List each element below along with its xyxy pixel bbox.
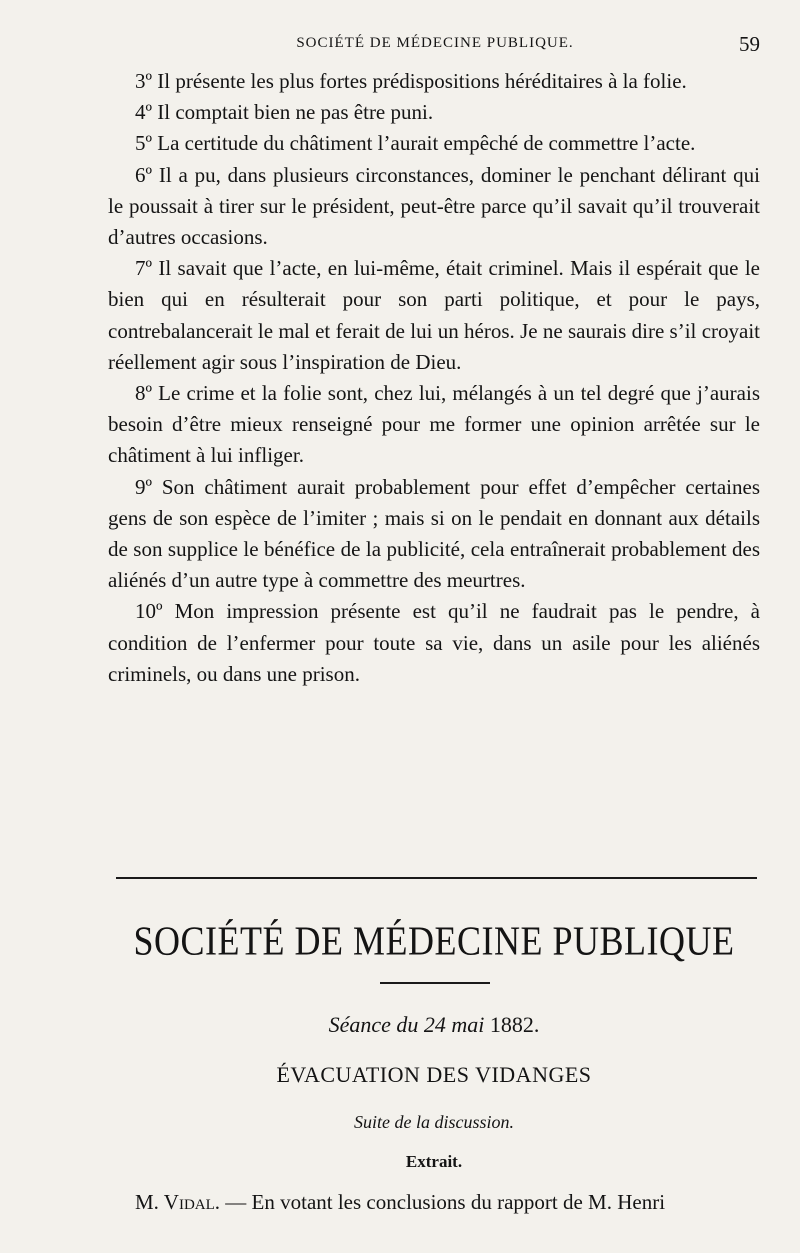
paragraph-8: 8º Le crime et la folie sont, chez lui, mélangés à un tel degré que j’aurais besoin d’être mieux renseigné pour me former une opinion arrêtée sur le châtiment à lui infliger. — [108, 381, 760, 468]
paragraph-4: 4º Il comptait bien ne pas être puni. — [135, 100, 434, 125]
session-prefix: Séance du 24 mai — [328, 1012, 485, 1037]
paragraph-10: 10º Mon impression présente est qu’il ne faudrait pas le pendre, à condition de l’enfermer pour toute sa vie, dans un asile pour les aliénés criminels, ou dans une prison. — [108, 599, 760, 686]
paragraph-7: 7º Il savait que l’acte, en lui-même, était criminel. Mais il espérait que le bien qui en résulterait pour son parti politique, et pour le pays, contrebalancerait le mal et ferait de lui un héros. Je ne saurais dire s’il croyait réellement agir sous l’inspiration de Dieu. — [108, 256, 760, 374]
speaker-line — [108, 1190, 760, 1215]
section-divider — [116, 877, 757, 879]
session-date — [108, 1012, 760, 1038]
extract-label: Extrait. — [405, 1152, 463, 1171]
paragraph-3: 3º Il présente les plus fortes prédispositions héréditaires à la folie. — [135, 69, 687, 93]
body-text — [108, 66, 760, 690]
section-subtitle: Suite de la discussion. — [354, 1112, 514, 1132]
speaker-name: M. Vidal. — [135, 1190, 221, 1214]
paragraph-6: 6º Il a pu, dans plusieurs circonstances, dominer le penchant délirant qui le poussait à tirer sur le président, peut-être parce qu’il savait qu’il trouverait d’autres occasions. — [108, 162, 760, 250]
paragraph-5: 5º La certitude du châtiment l’aurait empêché de commettre l’acte. — [135, 131, 696, 156]
title-underline — [380, 982, 490, 984]
page-number: 59 — [739, 32, 760, 56]
running-title: SOCIÉTÉ DE MÉDECINE PUBLIQUE. — [296, 35, 574, 51]
society-title: SOCIÉTÉ DE MÉDECINE PUBLIQUE — [133, 917, 735, 964]
paragraph-9: 9º Son châtiment aurait probablement pour effet d’empêcher certaines gens de son espèce de l’imiter ; mais si on le pendait en donnant aux détails de son supplice le bénéfice de la publicité, cela entraînerait probablement des aliénés d’un autre type à commettre des meurtres. — [108, 474, 760, 593]
speaker-text: — En votant les conclusions du rapport de M. Henri — [220, 1190, 666, 1214]
section-title: ÉVACUATION DES VIDANGES — [276, 1062, 592, 1087]
session-year: 1882. — [489, 1012, 540, 1037]
running-head — [110, 32, 760, 56]
